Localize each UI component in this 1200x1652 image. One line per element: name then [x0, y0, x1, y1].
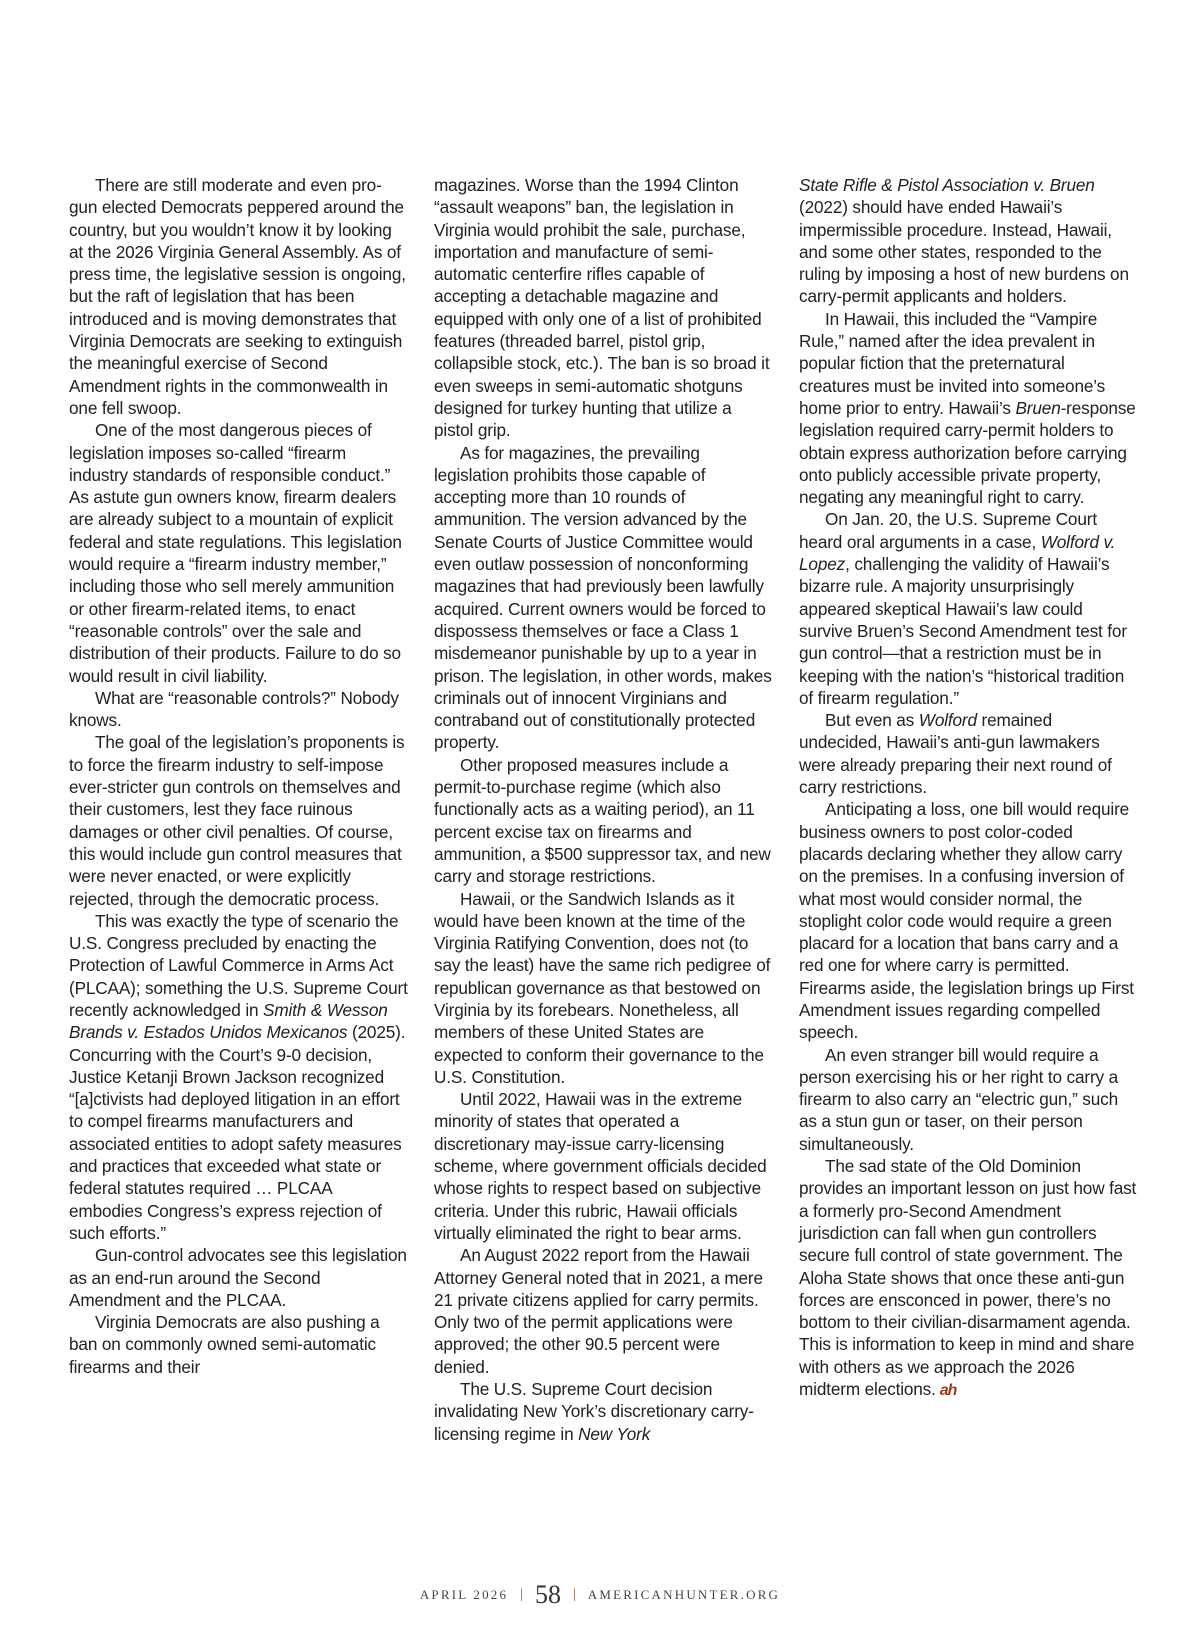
article-paragraph: Virginia Democrats are also pushing a ban on commonly owned semi-automatic firearms and their	[69, 1312, 380, 1377]
article-paragraph: An even stranger bill would require a person exercising his or her right to carry a firearm to also carry an “electric gun,” such as a stun gun or taser, on their person simultaneously.	[799, 1044, 1118, 1154]
article-paragraph: Hawaii, or the Sandwich Islands as it would have been known at the time of the Virginia Ratifying Convention, does not (to say the least) have the same rich pedigree of republican governance as that bestowed on Virginia by its forebears. Nonetheless, all members of these United States are expected to conform their governance to the U.S. Constitution.	[434, 888, 771, 1087]
article-column-3	[799, 174, 1139, 1402]
article-paragraph: On Jan. 20, the U.S. Supreme Court heard oral arguments in a case, Wolford v. Lopez, challenging the validity of Hawaii’s bizarre rule. A majority unsurprisingly appeared skeptical Hawaii’s law could survive Bruen’s Second Amendment test for gun control—that a restriction must be in keeping with the nation’s “historical tradition of firearm regulation.”	[799, 509, 1127, 708]
italic-title: Wolford	[918, 710, 977, 731]
article-paragraph: State Rifle & Pistol Association v. Bruen (2022) should have ended Hawaii’s impermissible procedure. Instead, Hawaii, and some other states, responded to the ruling by imposing a host of new burdens on carry-permit applicants and holders.	[799, 175, 1129, 307]
article-column-1	[69, 174, 409, 1378]
article-paragraph: Anticipating a loss, one bill would require business owners to post color-coded placards declaring whether they allow carry on the premises. In a confusing inversion of what most would consider normal, the stoplight color code would require a green placard for a location that bans carry and a red one for where carry is permitted. Firearms aside, the legislation brings up First Amendment issues regarding compelled speech.	[799, 799, 1134, 1043]
page-footer	[0, 1580, 1200, 1610]
italic-title: Wolford v. Lopez	[799, 531, 1116, 575]
italic-title: State Rifle & Pistol Association v. Bruen	[799, 175, 1095, 195]
footer-date: APRIL 2026	[419, 1587, 509, 1602]
footer-separator-left: |	[520, 1587, 523, 1602]
article-paragraph: Other proposed measures include a permit-to-purchase regime (which also functionally acts as a waiting period), an 11 percent excise tax on firearms and ammunition, a $500 suppressor tax, and new carry and storage restrictions.	[434, 754, 771, 887]
article-column-2	[434, 174, 772, 1445]
article-paragraph: What are “reasonable controls?” Nobody knows.	[69, 687, 399, 731]
article-paragraph: Gun-control advocates see this legislation as an end-run around the Second Amendment and the PLCAA.	[69, 1245, 407, 1310]
article-paragraph: One of the most dangerous pieces of legislation imposes so-called “firearm industry standards of responsible conduct.” As astute gun owners know, firearm dealers are already subject to a mountain of explicit federal and state regulations. This legislation would require a “firearm industry member,” including those who sell merely ammunition or other firearm-related items, to enact “reasonable controls” over the sale and distribution of their products. Failure to do so would result in civil liability.	[69, 420, 402, 686]
article-paragraph: As for magazines, the prevailing legislation prohibits those capable of accepting more than 10 rounds of ammunition. The version advanced by the Senate Courts of Justice Committee would even outlaw possession of nonconforming magazines that had previously been lawfully acquired. Current owners would be forced to dispossess themselves or face a Class 1 misdemeanor punishable by up to a year in prison. The legislation, in other words, makes criminals out of innocent Virginians and contraband out of constitutionally protected property.	[434, 442, 772, 753]
article-paragraph: Until 2022, Hawaii was in the extreme minority of states that operated a discretionary may-issue carry-licensing scheme, where government officials decided whose rights to respect based on subjective criteria. Under this rubric, Hawaii officials virtually eliminated the right to bear arms.	[434, 1089, 767, 1243]
italic-title: Smith & Wesson Brands v. Estados Unidos Mexicanos	[69, 999, 388, 1043]
article-paragraph: This was exactly the type of scenario the U.S. Congress precluded by enacting the Protection of Lawful Commerce in Arms Act (PLCAA); something the U.S. Supreme Court recently acknowledged in Smith & Wesson Brands v. Estados Unidos Mexicanos (2025). Concurring with the Court’s 9-0 decision, Justice Ketanji Brown Jackson recognized “[a]ctivists had deployed litigation in an effort to compel firearms manufacturers and associated entities to adopt safety measures and practices that exceeded what state or federal statutes required … PLCAA embodies Congress’s express rejection of such efforts.”	[69, 910, 408, 1243]
article-paragraph: magazines. Worse than the 1994 Clinton “assault weapons” ban, the legislation in Virginia would prohibit the sale, purchase, importation and manufacture of semi-automatic centerfire rifles capable of accepting a detachable magazine and equipped with only one of a list of prohibited features (threaded barrel, pistol grip, collapsible stock, etc.). The ban is so broad it even sweeps in semi-automatic shotguns designed for turkey hunting that utilize a pistol grip.	[434, 175, 770, 441]
article-paragraph: There are still moderate and even pro-gun elected Democrats peppered around the country, but you wouldn’t know it by looking at the 2026 Virginia General Assembly. As of press time, the legislative session is ongoing, but the raft of legislation that has been introduced and is moving demonstrates that Virginia Democrats are seeking to extinguish the meaningful exercise of Second Amendment rights in the commonwealth in one fell swoop.	[69, 175, 406, 418]
article-paragraph: The U.S. Supreme Court decision invalidating New York’s discretionary carry-licensing regime in New York	[434, 1379, 754, 1444]
article-paragraph: The sad state of the Old Dominion provides an important lesson on just how fast a formerly pro-Second Amendment jurisdiction can fall when gun controllers secure full control of state government. The Aloha State shows that once these anti-gun forces are ensconced in power, there’s no bottom to their civilian-disarmament agenda. This is information to keep in mind and share with others as we approach the 2026 midterm elections. ah	[799, 1156, 1137, 1400]
article-paragraph: But even as Wolford remained undecided, Hawaii’s anti-gun lawmakers were already preparing their next round of carry restrictions.	[799, 710, 1112, 798]
end-mark-logo: ah	[939, 1382, 957, 1400]
italic-title: Bruen	[1015, 397, 1061, 418]
article-paragraph: An August 2022 report from the Hawaii Attorney General noted that in 2021, a mere 21 private citizens applied for carry permits. Only two of the permit applications were approved; the other 90.5 percent were denied.	[434, 1245, 763, 1377]
article-paragraph: The goal of the legislation’s proponents is to force the firearm industry to self-impose ever-stricter gun controls on themselves and their customers, lest they face ruinous damages or other civil penalties. Of course, this would include gun control measures that were never enacted, or were explicitly rejected, through the democratic process.	[69, 732, 405, 909]
article-paragraph: In Hawaii, this included the “Vampire Rule,” named after the idea prevalent in popular fiction that the preternatural creatures must be invited into someone’s home prior to entry. Hawaii’s Bruen-response legislation required carry-permit holders to obtain express authorization before carrying onto publicly accessible private property, negating any meaningful right to carry.	[799, 308, 1136, 508]
italic-title: New York	[578, 1423, 651, 1444]
footer-separator-right: |	[572, 1587, 576, 1602]
page-number: 58	[534, 1580, 561, 1609]
footer-website: AMERICANHUNTER.ORG	[587, 1587, 781, 1602]
